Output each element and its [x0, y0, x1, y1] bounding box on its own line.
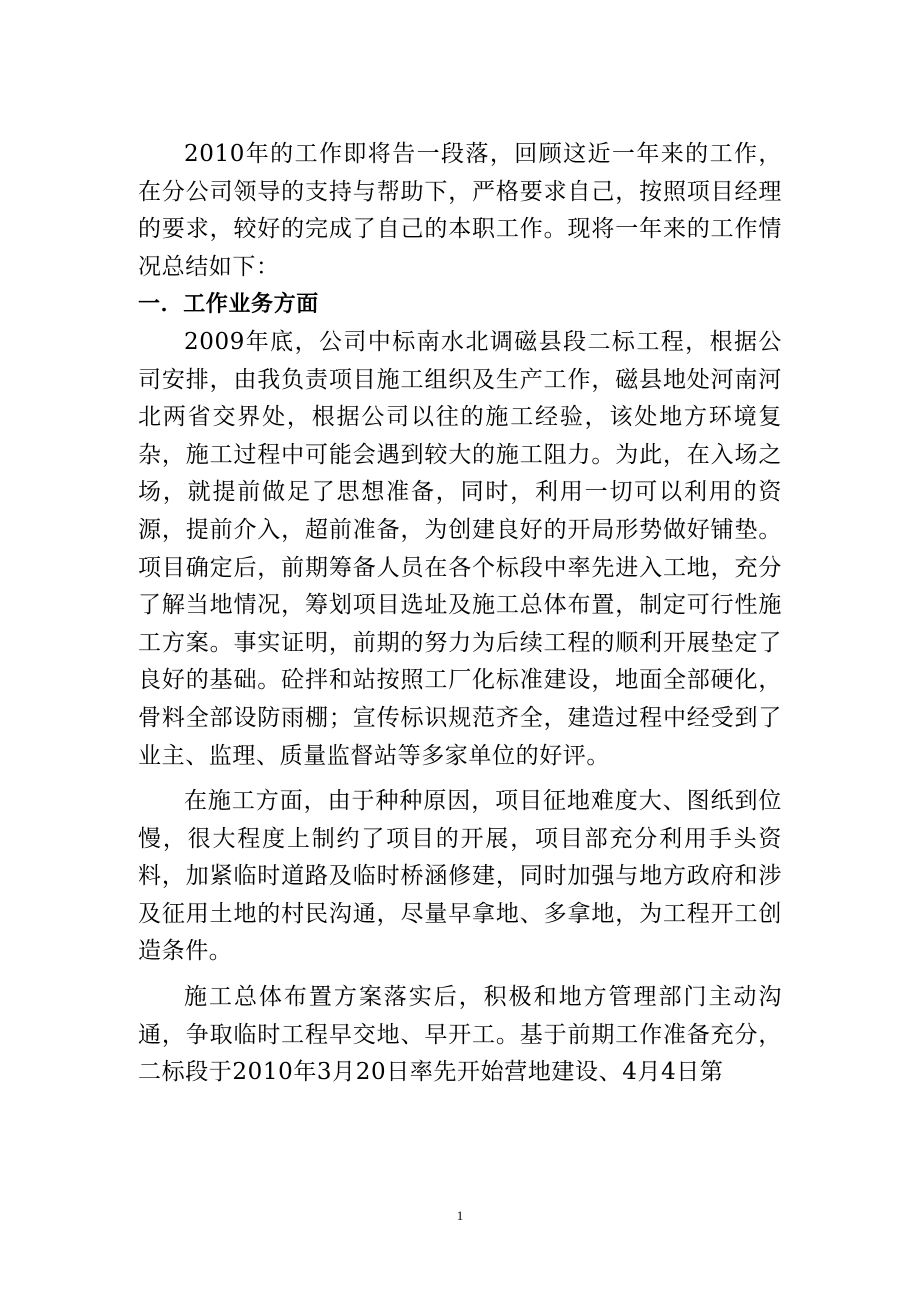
body-paragraph-2: 在施工方面，由于种种原因，项目征地难度大、图纸到位慢，很大程度上制约了项目的开展，项目部充分利用手头资料，加紧临时道路及临时桥涵修建，同时加强与地方政府和涉及征用土地的村民沟通，尽量早拿地、多拿地，为工程开工创造条件。: [138, 788, 782, 965]
intro-paragraph: 2010年的工作即将告一段落，回顾这近一年来的工作，在分公司领导的支持与帮助下，严格要求自己，按照项目经理的要求，较好的完成了自己的本职工作。现将一年来的工作情况总结如下：: [138, 141, 782, 280]
page-number: 1: [456, 1208, 464, 1223]
body-paragraph-1: 2009年底，公司中标南水北调磁县段二标工程，根据公司安排，由我负责项目施工组织及生产工作，磁县地处河南河北两省交界处，根据公司以往的施工经验，该处地方环境复杂，施工过程中可能会遇到较大的施工阻力。为此，在入场之场，就提前做足了思想准备，同时，利用一切可以利用的资源，提前介入，超前准备，为创建良好的开局形势做好铺垫。项目确定后，前期筹备人员在各个标段中率先进入工地，充分了解当地情况，筹划项目选址及施工总体布置，制定可行性施工方案。事实证明，前期的努力为后续工程的顺利开展垫定了良好的基础。砼拌和站按照工厂化标准建设，地面全部硬化，骨料全部设防雨棚；宣传标识规范齐全，建造过程中经受到了业主、监理、质量监督站等多家单位的好评。: [138, 328, 782, 769]
body-paragraph-3: 施工总体布置方案落实后，积极和地方管理部门主动沟通，争取临时工程早交地、早开工。基于前期工作准备充分，二标段于2010年3月20日率先开始营地建设、4月4日第: [138, 984, 782, 1086]
section-heading: 一．工作业务方面: [138, 292, 319, 318]
document-body: [138, 136, 782, 1092]
